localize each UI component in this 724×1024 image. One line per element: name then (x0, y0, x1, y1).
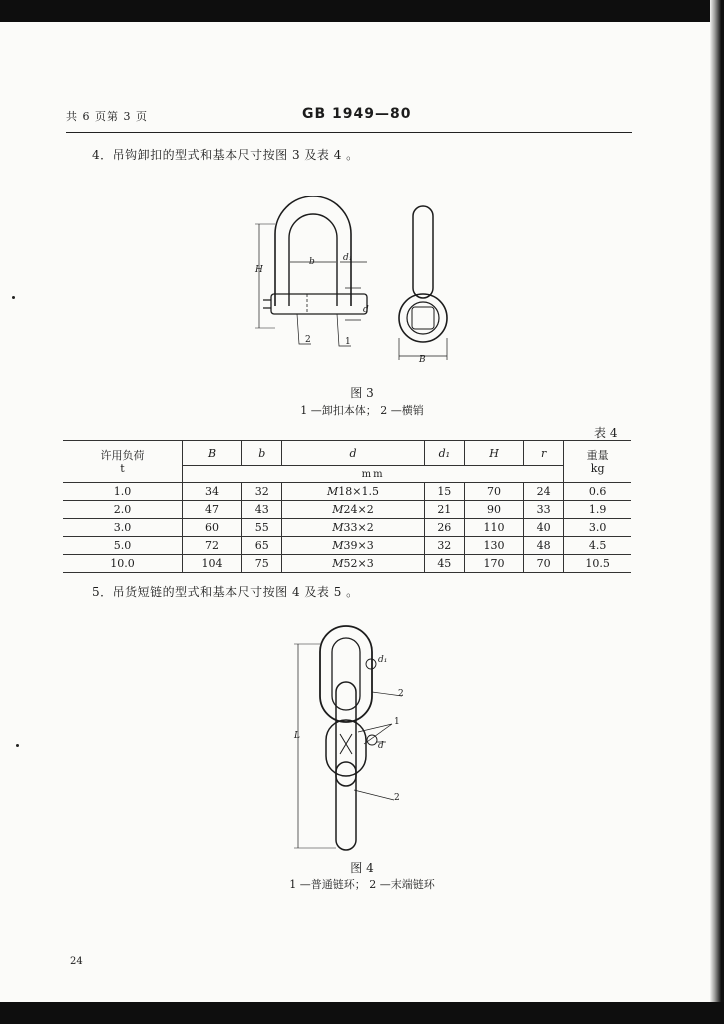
cell-B: 72 (183, 537, 242, 555)
standard-number: GB 1949—80 (302, 106, 412, 122)
fig4-label-2b: 2 (394, 793, 400, 803)
cell-load: 2.0 (63, 501, 183, 519)
table-header-row (63, 441, 631, 466)
header-weight-unit: kg (590, 461, 605, 475)
page-info: 共 6 页第 3 页 (66, 110, 148, 123)
figure-3-title: 图 3 (350, 386, 374, 400)
table-4 (63, 440, 631, 573)
table-row (63, 501, 631, 519)
scan-speck (12, 296, 15, 299)
cell-load: 1.0 (63, 483, 183, 501)
fig3-label-2: 2 (305, 335, 311, 345)
table-4-label: 表 4 (594, 426, 618, 440)
cell-d (282, 501, 424, 519)
header-load (63, 441, 183, 483)
page-header (66, 108, 632, 132)
header-d: d (282, 441, 424, 466)
cell-d-size: 33×2 (343, 521, 374, 534)
cell-d-prefix: M (332, 539, 344, 552)
fig4-label-L: L (294, 731, 300, 741)
table-4-body (63, 483, 631, 573)
cell-r: 40 (524, 519, 564, 537)
header-H: H (464, 441, 523, 466)
cell-d-size: 52×3 (343, 557, 374, 570)
cell-H: 130 (464, 537, 523, 555)
cell-d1: 15 (424, 483, 464, 501)
figure-4-drawing (288, 622, 428, 854)
fig4-label-d1: d₁ (378, 655, 388, 665)
cell-r: 33 (524, 501, 564, 519)
cell-weight: 4.5 (564, 537, 631, 555)
scan-border-top (0, 0, 724, 22)
header-rule (66, 132, 632, 133)
cell-d-size: 18×1.5 (338, 485, 380, 498)
cell-d-size: 39×3 (343, 539, 374, 552)
fig3-label-d: d (363, 305, 369, 315)
header-weight-label: 重量 (586, 448, 609, 462)
cell-d-size: 24×2 (343, 503, 374, 516)
fig3-label-B: B (419, 355, 426, 364)
cell-d1: 45 (424, 555, 464, 573)
cell-d1: 26 (424, 519, 464, 537)
shackle-front-view (255, 196, 367, 346)
cell-B: 34 (183, 483, 242, 501)
header-weight (564, 441, 631, 483)
fig3-label-H: H (255, 265, 263, 275)
cell-H: 110 (464, 519, 523, 537)
scan-border-bottom (0, 1002, 724, 1024)
cell-d (282, 555, 424, 573)
table-row (63, 483, 631, 501)
header-load-label: 许用负荷 (100, 448, 145, 462)
table-row (63, 519, 631, 537)
fig4-label-d: d (378, 741, 384, 751)
header-r: r (524, 441, 564, 466)
fig4-label-1: 1 (394, 717, 400, 727)
cell-r: 24 (524, 483, 564, 501)
figure-3-legend: 1 —卸扣本体； 2 —横销 (300, 404, 424, 417)
cell-d1: 21 (424, 501, 464, 519)
cell-load: 5.0 (63, 537, 183, 555)
fig4-label-2a: 2 (398, 689, 404, 699)
cell-B: 60 (183, 519, 242, 537)
cell-d (282, 519, 424, 537)
cell-b: 55 (242, 519, 282, 537)
cell-load: 10.0 (63, 555, 183, 573)
cell-weight: 1.9 (564, 501, 631, 519)
section-5-text: 5．吊货短链的型式和基本尺寸按图 4 及表 5 。 (92, 585, 359, 599)
fig3-label-d1: d₁ (343, 253, 353, 263)
cell-d-prefix: M (327, 485, 339, 498)
figure-4-legend: 1 —普通链环； 2 —末端链环 (289, 878, 435, 891)
cell-H: 90 (464, 501, 523, 519)
cell-d1: 32 (424, 537, 464, 555)
cell-b: 75 (242, 555, 282, 573)
fig3-label-1: 1 (345, 337, 351, 347)
table-row (63, 555, 631, 573)
section-4-text: 4．吊钩卸扣的型式和基本尺寸按图 3 及表 4 。 (92, 148, 359, 162)
cell-B: 47 (183, 501, 242, 519)
cell-b: 32 (242, 483, 282, 501)
figure-4-title: 图 4 (350, 861, 374, 875)
cell-d-prefix: M (332, 503, 344, 516)
cell-d-prefix: M (332, 557, 344, 570)
figure-3-drawing (245, 196, 465, 364)
shackle-side-view (399, 206, 447, 360)
cell-B: 104 (183, 555, 242, 573)
cell-weight: 3.0 (564, 519, 631, 537)
cell-H: 70 (464, 483, 523, 501)
cell-d (282, 483, 424, 501)
table-row (63, 537, 631, 555)
cell-b: 43 (242, 501, 282, 519)
cell-weight: 10.5 (564, 555, 631, 573)
cell-weight: 0.6 (564, 483, 631, 501)
cell-d (282, 537, 424, 555)
fig3-label-b: b (309, 257, 315, 267)
header-load-unit: t (120, 461, 125, 475)
cell-d-prefix: M (332, 521, 344, 534)
page-number: 24 (70, 956, 83, 967)
end-link-top (320, 626, 372, 722)
scan-speck (16, 744, 19, 747)
header-b: b (242, 441, 282, 466)
header-d1: d₁ (424, 441, 464, 466)
cell-b: 65 (242, 537, 282, 555)
cell-r: 70 (524, 555, 564, 573)
cell-load: 3.0 (63, 519, 183, 537)
cell-H: 170 (464, 555, 523, 573)
header-B: B (183, 441, 242, 466)
units-mm: mm (183, 466, 564, 483)
cell-r: 48 (524, 537, 564, 555)
